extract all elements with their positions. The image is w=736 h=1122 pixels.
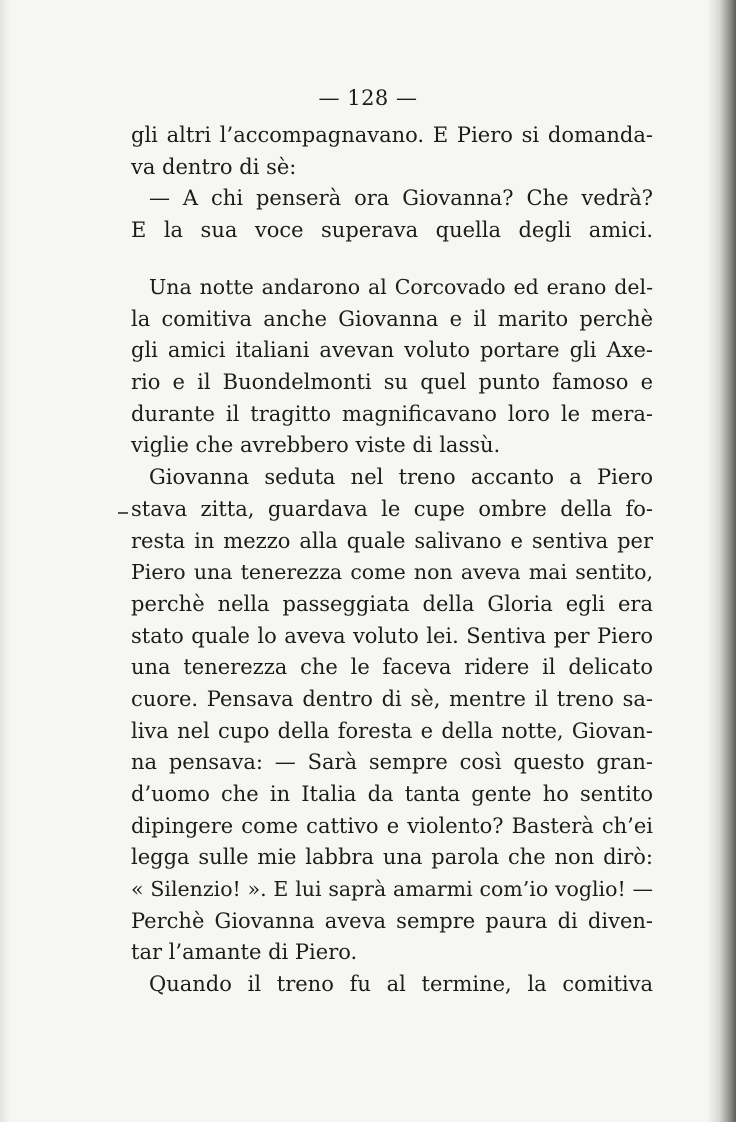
text-line: rio e il Buondelmonti su quel punto famoso e	[131, 370, 653, 395]
text-line: dipingere come cattivo e violento? Basterà ch’ei	[131, 813, 653, 838]
text-line: d’uomo che in Italia da tanta gente ho sentito	[131, 782, 653, 806]
text-line: una tenerezza che le faceva ridere il delicato	[131, 655, 653, 680]
paragraph	[131, 120, 653, 247]
text-line: gli amici italiani avevan voluto portare gli Axe-	[131, 338, 653, 363]
text-line: cuore. Pensava dentro di sè, mentre il treno sa-	[131, 686, 653, 711]
text-line: Quando il treno fu al termine, la comitiva	[149, 972, 653, 997]
text-line: « Silenzio! ». E lui saprà amarmi com’io voglio! —	[131, 877, 653, 902]
text-line: Piero una tenerezza come non aveva mai sentito,	[131, 560, 653, 585]
paragraph	[131, 969, 653, 1001]
page-left-edge	[0, 0, 10, 1122]
text-line: Giovanna seduta nel treno accanto a Piero	[149, 465, 653, 490]
text-line: stato quale lo aveva voluto lei. Sentiva per Piero	[131, 623, 653, 648]
text-line: Perchè Giovanna aveva sempre paura di diven-	[131, 908, 653, 933]
text-line: Una notte andarono al Corcovado ed erano del-	[149, 275, 653, 299]
page-number: — 128 —	[318, 86, 418, 110]
text-line: durante il tragitto magnificavano loro le mera-	[131, 401, 653, 426]
text-block-main	[131, 272, 653, 1001]
text-line: la comitiva anche Giovanna e il marito perchè	[131, 306, 653, 331]
text-line: E la sua voce superava quella degli amici.	[131, 218, 653, 243]
text-line: perchè nella passeggiata della Gloria egli era	[131, 591, 653, 616]
text-line: va dentro di sè:	[131, 154, 297, 179]
text-block-top	[131, 120, 653, 247]
text-line: na pensava: — Sarà sempre così questo gran-	[131, 750, 653, 775]
ink-mark	[118, 512, 128, 514]
text-line: stava zitta, guardava le cupe ombre della fo-	[131, 496, 653, 521]
text-line: resta in mezzo alla quale salivano e sentiva per	[131, 528, 653, 553]
page-right-edge-shadow	[708, 0, 736, 1122]
paragraph	[131, 462, 653, 969]
paragraph	[131, 272, 653, 462]
text-line: — A chi penserà ora Giovanna? Che vedrà?	[149, 186, 653, 211]
text-line: legga sulle mie labbra una parola che non dirò:	[131, 845, 653, 870]
text-line: viglie che avrebbero viste di lassù.	[131, 433, 501, 458]
text-line: tar l’amante di Piero.	[131, 940, 358, 965]
text-line: gli altri l’accompagnavano. E Piero si domanda-	[131, 123, 653, 147]
text-line: liva nel cupo della foresta e della notte, Giovan-	[131, 718, 653, 743]
